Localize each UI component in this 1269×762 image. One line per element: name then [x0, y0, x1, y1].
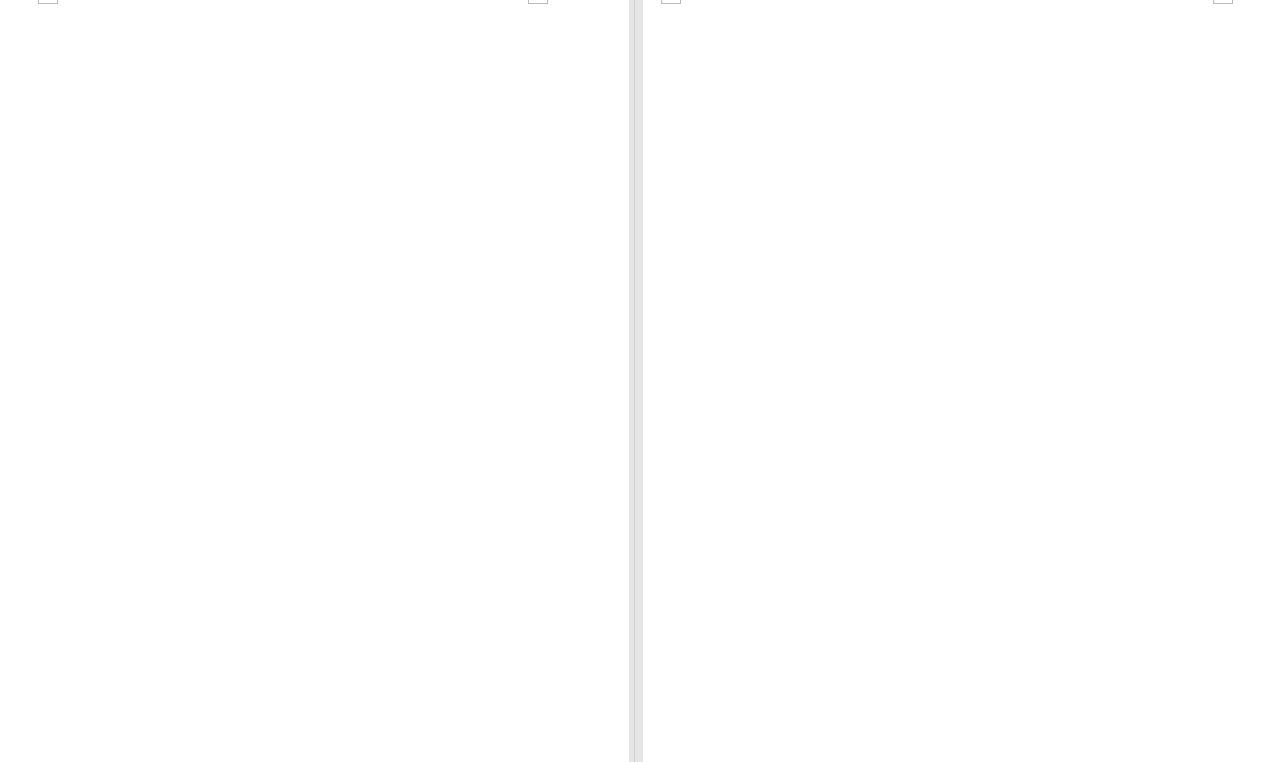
page-divider — [634, 0, 635, 762]
page-corner-mark — [528, 0, 548, 4]
page-corner-mark — [1213, 0, 1233, 4]
page-corner-mark — [38, 0, 58, 4]
document-page-right — [643, 0, 1269, 762]
document-page-left — [0, 0, 629, 762]
page-corner-mark — [661, 0, 681, 4]
page-gutter — [629, 0, 643, 762]
